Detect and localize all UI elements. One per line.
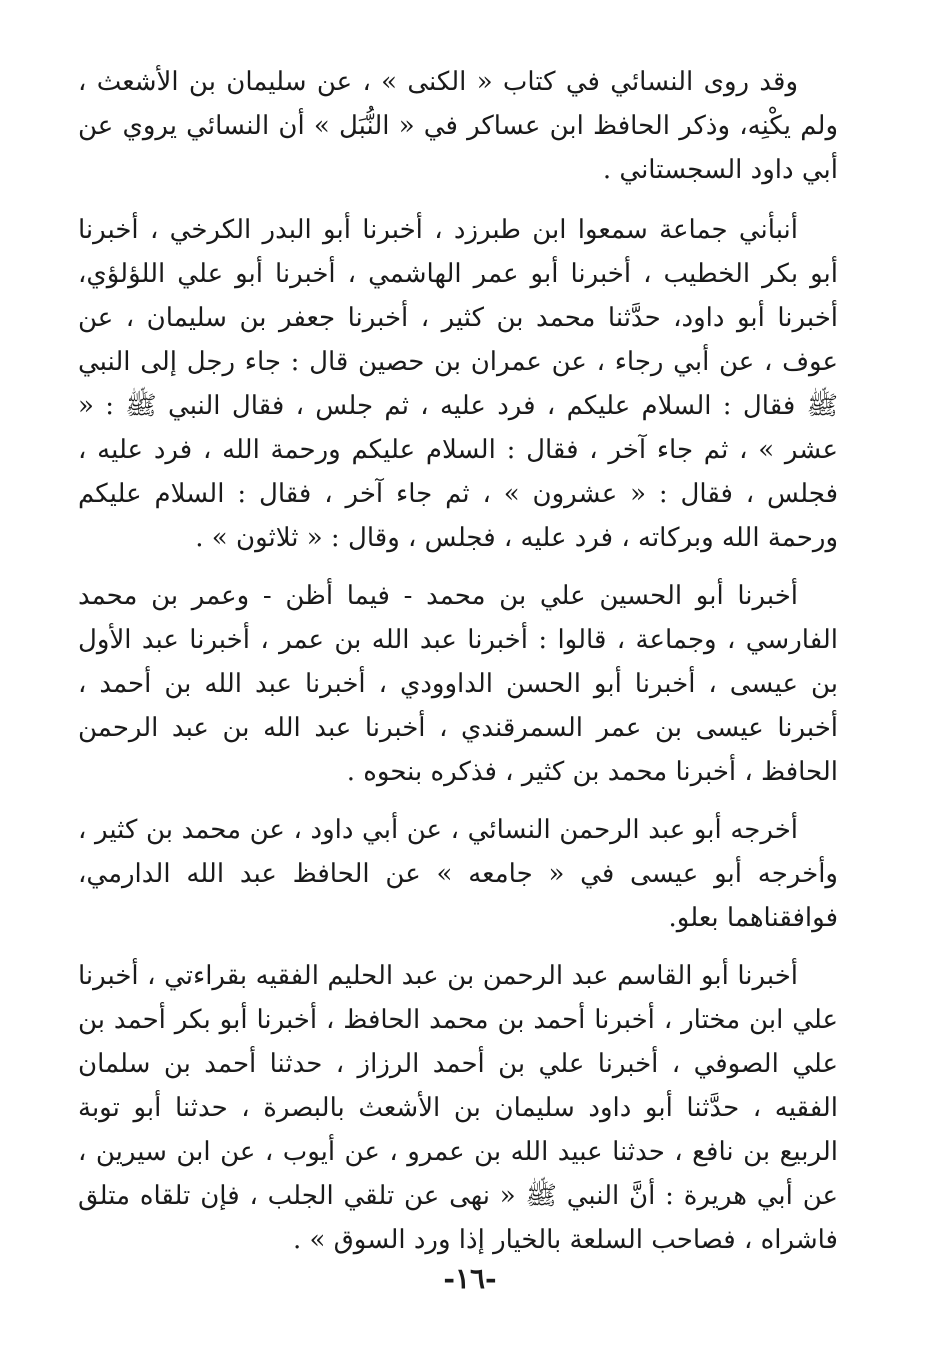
paragraph-takhrij: أخرجه أبو عبد الرحمن النسائي ، عن أبي داود ، عن محمد بن كثير ، وأخرجه أبو عيسى في « جامعه » عن الحافظ عبد الله الدارمي، فوافقناهما بعلو. xyxy=(78,815,838,933)
page-body xyxy=(78,60,838,1276)
paragraph-nasai-kuna: وقد روى النسائي في كتاب « الكنى » ، عن سليمان بن الأشعث ، ولم يكْنِه، وذكر الحافظ ابن عساكر في « النُّبَل » أن النسائي يروي عن أبي داود السجستاني . xyxy=(78,67,838,185)
paragraph-salam-hadith: أنبأني جماعة سمعوا ابن طبرزد ، أخبرنا أبو البدر الكرخي ، أخبرنا أبو بكر الخطيب ، أخبرنا أبو عمر الهاشمي ، أخبرنا أبو علي اللؤلؤي، أخبرنا أبو داود، حدَّثنا محمد بن كثير ، أخبرنا جعفر بن سليمان ، عن عوف ، عن أبي رجاء ، عن عمران بن حصين قال : جاء رجل إلى النبي ﷺ فقال : السلام عليكم ، فرد عليه ، ثم جلس ، فقال النبي ﷺ : « عشر » ، ثم جاء آخر ، فقال : السلام عليكم ورحمة الله ، فرد عليه ، فجلس ، فقال : « عشرون » ، ثم جاء آخر ، فقال : السلام عليكم ورحمة الله وبركاته ، فرد عليه ، فجلس ، وقال : « ثلاثون » . xyxy=(78,215,838,553)
page-number: -١٦- xyxy=(443,1262,497,1295)
paragraph-talaqqi-hadith: أخبرنا أبو القاسم عبد الرحمن بن عبد الحليم الفقيه بقراءتي ، أخبرنا علي ابن مختار ، أخبرنا أحمد بن محمد الحافظ ، أخبرنا أبو بكر أحمد بن علي الصوفي ، أخبرنا علي بن أحمد الرزاز ، حدثنا أحمد بن سلمان الفقيه ، حدَّثنا أبو داود سليمان بن الأشعث بالبصرة ، حدثنا أبو توبة الربيع بن نافع ، حدثنا عبيد الله بن عمرو ، عن أيوب ، عن ابن سيرين ، عن أبي هريرة : أنَّ النبي ﷺ « نهى عن تلقي الجلب ، فإن تلقاه متلق فاشراه ، فصاحب السلعة بالخيار إذا ورد السوق » . xyxy=(78,961,838,1255)
paragraph-alternate-chain: أخبرنا أبو الحسين علي بن محمد - فيما أظن - وعمر بن محمد الفارسي ، وجماعة ، قالوا : أخبرنا عبد الله بن عمر ، أخبرنا عبد الأول بن عيسى ، أخبرنا أبو الحسن الداوودي ، أخبرنا عبد الله بن أحمد ، أخبرنا عيسى بن عمر السمرقندي ، أخبرنا عبد الله بن عبد الرحمن الحافظ ، أخبرنا محمد بن كثير ، فذكره بنحوه . xyxy=(78,581,838,787)
